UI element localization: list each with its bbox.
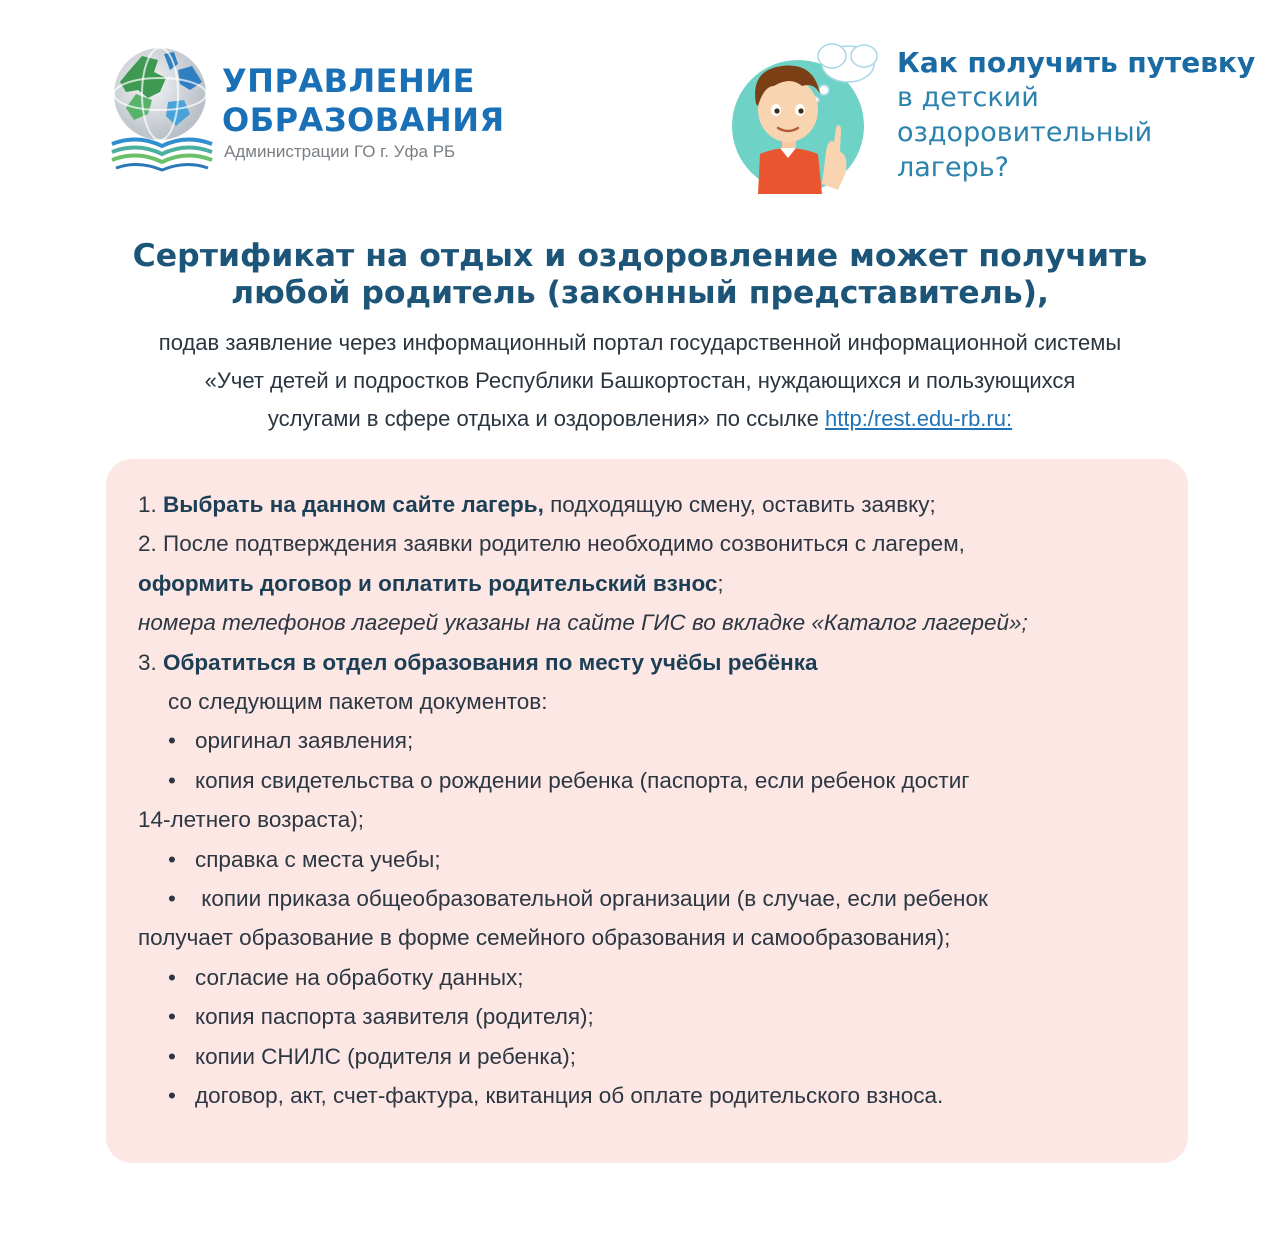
list-item: • справка с места учебы; — [138, 840, 1198, 879]
bullet-icon: • — [168, 1004, 176, 1030]
question-heading — [897, 46, 1257, 185]
step-1-bold: Выбрать на данном сайте лагерь, — [163, 492, 544, 517]
bullet-icon: • — [168, 1043, 176, 1069]
intro-line3: услугами в сфере отдыха и оздоровления» по ссылке — [267, 406, 825, 431]
intro-text — [0, 324, 1280, 438]
question-line1: Как получить путевку — [897, 46, 1256, 79]
question-line4: лагерь? — [897, 152, 1009, 183]
step-2-note: номера телефонов лагерей указаны на сайте ГИС во вкладке «Каталог лагерей»; — [138, 610, 1028, 636]
step-2-bold: оформить договор и оплатить родительский взнос — [138, 570, 718, 596]
step-3-sub: со следующим пакетом документов: — [168, 689, 548, 715]
intro-line2: «Учет детей и подростков Республики Башкортостан, нуждающихся и пользующихся — [204, 368, 1076, 393]
step-2-action: оформить договор и оплатить родительский взнос; — [138, 570, 724, 596]
list-item-continuation: 14-летнего возраста); — [138, 807, 364, 833]
list-item: • оригинал заявления; — [138, 721, 1198, 760]
question-line3: оздоровительный — [897, 117, 1153, 148]
step-3-bold: Обратиться в отдел образования по месту учёбы ребёнка — [163, 649, 818, 675]
bullet-icon: • — [168, 728, 176, 754]
globe-book-logo-icon — [108, 42, 218, 182]
logo-subtitle: Администрации ГО г. Уфа РБ — [224, 142, 456, 161]
logo-title-line1: УПРАВЛЕНИЕ — [222, 62, 475, 100]
list-item: • согласие на обработку данных; — [138, 958, 1198, 997]
bullet-icon: • — [168, 767, 176, 793]
list-item: • договор, акт, счет-фактура, квитанция об оплате родительского взноса. — [138, 1076, 1198, 1115]
step-3: 3. Обратиться в отдел образования по месту учёбы ребёнка — [138, 649, 818, 675]
headline-line1: Сертификат на отдых и оздоровление может получить — [132, 238, 1148, 274]
list-item: • копия паспорта заявителя (родителя); — [138, 997, 1198, 1036]
intro-line1: подав заявление через информационный портал государственной информационной системы — [158, 330, 1122, 355]
bullet-icon: • — [168, 846, 176, 872]
headline-line2: любой родитель (законный представитель), — [231, 275, 1049, 311]
step-2: 2. После подтверждения заявки родителю необходимо созвониться с лагерем, — [138, 531, 965, 557]
main-headline — [0, 238, 1280, 312]
logo-title — [222, 62, 505, 140]
step-1: 1. Выбрать на данном сайте лагерь, подходящую смену, оставить заявку; — [138, 492, 936, 517]
list-item: • копии приказа общеобразовательной организации (в случае, если ребенок — [138, 879, 1198, 918]
bullet-icon: • — [168, 964, 176, 990]
question-line2: в детский — [897, 82, 1039, 113]
education-department-logo — [108, 42, 508, 182]
bullet-icon: • — [168, 1083, 176, 1109]
bullet-icon: • — [168, 886, 176, 912]
portal-link[interactable]: http:/rest.edu-rb.ru: — [825, 406, 1013, 431]
list-item: • копия свидетельства о рождении ребенка (паспорта, если ребенок достиг — [138, 761, 1198, 800]
thinking-boy-illustration — [728, 34, 878, 194]
list-item: • копии СНИЛС (родителя и ребенка); — [138, 1037, 1198, 1076]
list-item-continuation: получает образование в форме семейного образования и самообразования); — [138, 925, 951, 951]
logo-title-line2: ОБРАЗОВАНИЯ — [222, 101, 505, 139]
steps-list — [138, 485, 1198, 1116]
